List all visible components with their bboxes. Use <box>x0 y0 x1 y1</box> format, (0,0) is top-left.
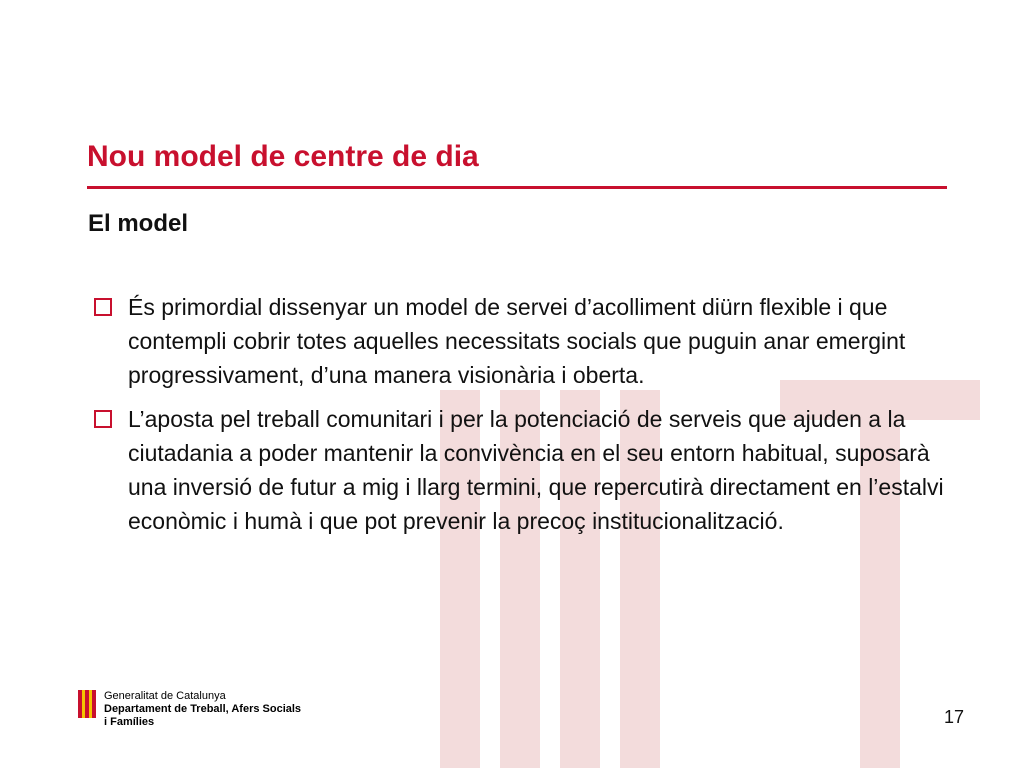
bullet-list <box>90 290 950 548</box>
bullet-item <box>90 402 950 538</box>
slide-title: Nou model de centre de dia <box>87 140 479 173</box>
square-bullet-icon <box>94 410 112 428</box>
generalitat-logo <box>78 690 301 729</box>
title-underline <box>87 186 947 189</box>
bullet-text: És primordial dissenyar un model de servei d’acolliment diürn flexible i que contempli cobrir totes aquelles necessitats socials que puguin anar emergint progressivament, d’una manera visionària i oberta. <box>128 294 906 388</box>
bullet-text: L’aposta pel treball comunitari i per la potenciació de serveis que ajuden a la ciutadania a poder mantenir la convivència en el seu entorn habitual, suposarà una inversió de futur a mig i llarg termini, que repercutirà directament en l’estalvi econòmic i humà i que pot prevenir la precoç institucionalització. <box>128 406 944 534</box>
logo-line-generalitat: Generalitat de Catalunya <box>104 690 226 702</box>
square-bullet-icon <box>94 298 112 316</box>
bullet-item <box>90 290 950 392</box>
section-subtitle: El model <box>88 210 189 237</box>
logo-line-department: Departament de Treball, Afers Socials <box>104 703 302 715</box>
page-number: 17 <box>943 707 964 727</box>
logo-line-families: i Famílies <box>104 716 155 728</box>
senyera-emblem-icon <box>78 690 96 718</box>
